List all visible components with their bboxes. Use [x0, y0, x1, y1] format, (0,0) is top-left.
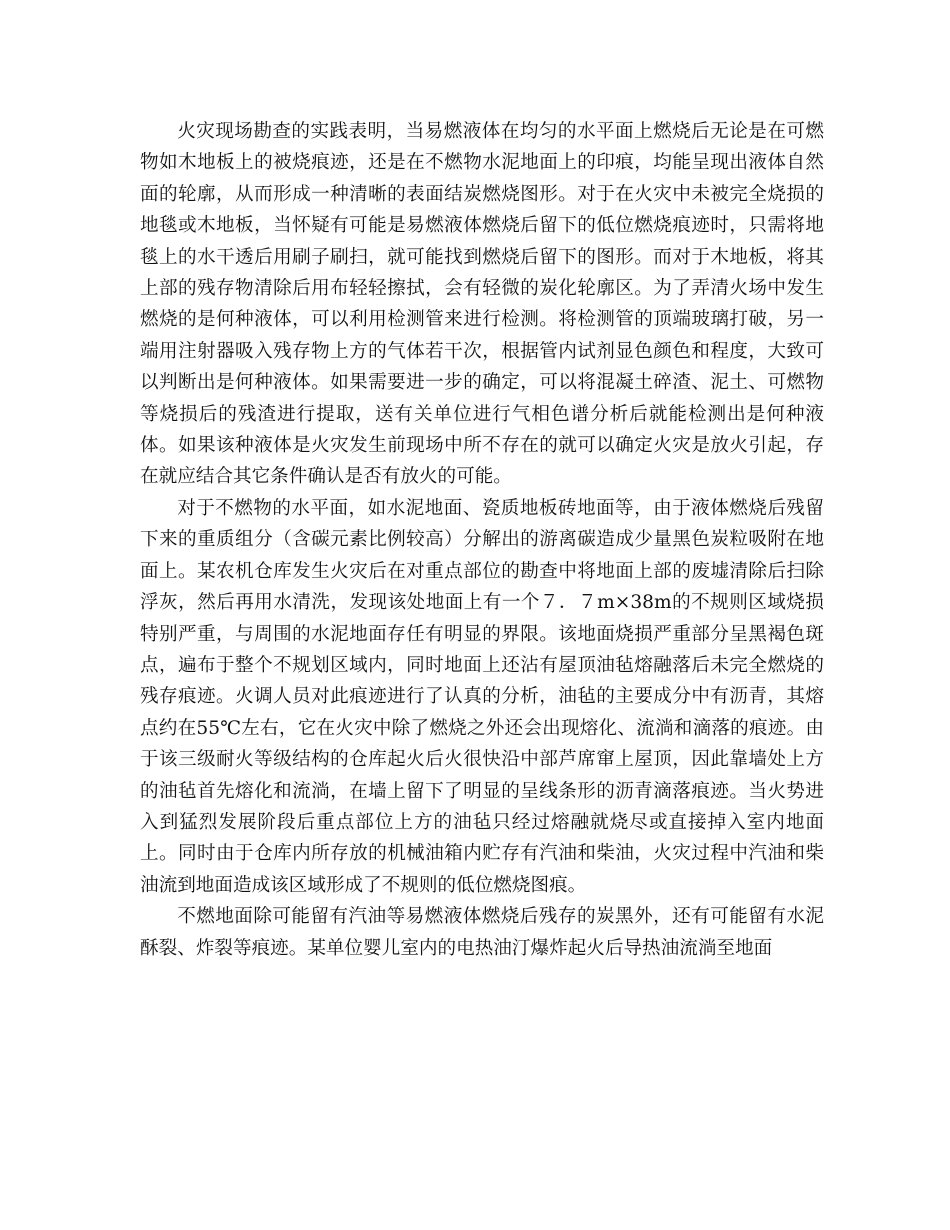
paragraph-liquid-burn-patterns: 火灾现场勘查的实践表明，当易燃液体在均匀的水平面上燃烧后无论是在可燃物如木地板上的被烧痕迹，还是在不燃物水泥地面上的印痕，均能呈现出液体自然面的轮廓，从而形成一种清晰的表面结炭燃烧图形。对于在火灾中未被完全烧损的地毯或木地板，当怀疑有可能是易燃液体燃烧后留下的低位燃烧痕迹时，只需将地毯上的水干透后用刷子刷扫，就可能找到燃烧后留下的图形。而对于木地板，将其上部的残存物清除后用布轻轻擦拭，会有轻微的炭化轮廓区。为了弄清火场中发生燃烧的是何种液体，可以利用检测管来进行检测。将检测管的顶端玻璃打破，另一端用注射器吸入残存物上方的气体若干次，根据管内试剂显色颜色和程度，大致可以判断出是何种液体。如果需要进一步的确定，可以将混凝土碎渣、泥土、可燃物等烧损后的残渣进行提取，送有关单位进行气相色谱分析后就能检测出是何种液体。如果该种液体是火灾发生前现场中所不存在的就可以确定火灾是放火引起，存在就应结合其它条件确认是否有放火的可能。 — [140, 121, 824, 488]
paragraph-cement-cracking: 不燃地面除可能留有汽油等易燃液体燃烧后残存的炭黑外，还有可能留有水泥酥裂、炸裂等痕迹。某单位婴儿室内的电热油汀爆炸起火后导热油流淌至地面 — [140, 906, 824, 959]
paragraph-noncombustible-surface: 对于不燃物的水平面，如水泥地面、瓷质地板砖地面等，由于液体燃烧后残留下来的重质组分（含碳元素比例较高）分解出的游离碳造成少量黑色炭粒吸附在地面上。某农机仓库发生火灾后在对重点部位的勘查中将地面上部的废墟清除后扫除浮灰，然后再用水清洗，发现该处地面上有一个７．７m×38m的不规则区域烧损特别严重，与周围的水泥地面存任有明显的界限。该地面烧损严重部分呈黑褐色斑点，遍布于整个不规划区域内，同时地面上还沾有屋顶油毡熔融落后未完全燃烧的残存痕迹。火调人员对此痕迹进行了认真的分析，油毡的主要成分中有沥青，其熔点约在55℃左右，它在火灾中除了燃烧之外还会出现熔化、流淌和滴落的痕迹。由于该三级耐火等级结构的仓库起火后火很快沿中部芦席窜上屋顶，因此靠墙处上方的油毡首先熔化和流淌，在墙上留下了明显的呈线条形的沥青滴落痕迹。当火势进入到猛烈发展阶段后重点部位上方的油毡只经过熔融就烧尽或直接掉入室内地面上。同时由于仓库内所存放的机械油箱内贮存有汽油和柴油，火灾过程中汽油和柴油流到地面造成该区域形成了不规则的低位燃烧图痕。 — [140, 497, 824, 896]
document-body — [140, 116, 824, 964]
